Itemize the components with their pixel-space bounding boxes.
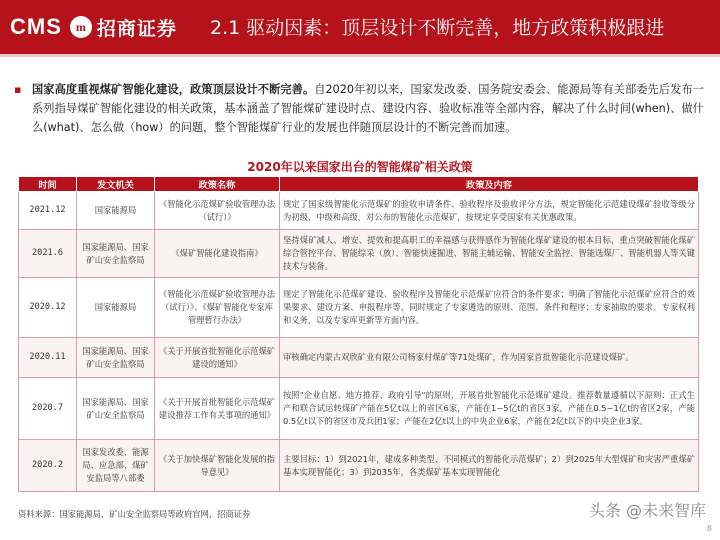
header-bar (0, 0, 720, 54)
cell-policy-name: 《关于开展首批智能化示范煤矿建设的通知》 (155, 338, 280, 378)
logo-cms-text: CMS (10, 14, 62, 39)
slide-title: 2.1 驱动因素：顶层设计不断完善，地方政策积极跟进 (210, 17, 665, 39)
table-row (19, 278, 699, 338)
table-row (19, 192, 699, 230)
header-policy-name: 政策名称 (155, 177, 280, 192)
cell-issuer: 国家发改委、能源局、应急部、煤矿安监局等八部委 (77, 440, 155, 492)
header-time: 时间 (19, 177, 77, 192)
cell-policy-name: 《关于加快煤矿智能化发展的指导意见》 (155, 440, 280, 492)
cms-logo (10, 12, 177, 42)
header-policy-content: 政策及内容 (280, 177, 699, 192)
intro-body: 自2020年初以来，国家发改委、国务院安委会、能源局等有关部委先后发布一系列指导煤矿智能化建设的相关政策，基本涵盖了智能煤矿建设时点、建设内容、验收标准等全部内容，解决了什么时间(when)、做什么(what)、怎么做（how）的问题，整个智能煤矿行业的发展也伴随顶层设计的不断完善而加速。 (32, 83, 704, 134)
cell-time: 2020.2 (19, 440, 77, 492)
source-note: 资料来源：国家能源局，矿山安全监察局等政府官网，招商证券 (18, 509, 251, 519)
cell-time: 2020.11 (19, 338, 77, 378)
watermark-text: 头条 @未来智库 (588, 501, 706, 520)
cell-issuer: 国家能源局、国家矿山安全监察局 (77, 378, 155, 440)
cell-content: 规定了国家级智能化示范煤矿的验收申请条件、验收程序及验收评分方法，规定智能化示范建设煤矿验收等级分为初级、中级和高级，对公布的智能化示范煤矿，按规定享受国家有关优惠政策。 (280, 192, 699, 230)
cell-content: 按照"企业自愿、地方推荐、政府引导"的原则，开展首批智能化示范煤矿建设。推荐数量遵循以下原则：正式生产和联合试运转煤矿产能在5亿t以上的省区6家，产能在1~5亿t的省区3家，产能在0.5~1亿t的省区2家，产能0.5亿t以下的省区市及兵团1家；产能在2亿t以上的中央企业6家，产能在2亿t以下的中央企业3家。 (280, 378, 699, 440)
cell-time: 2021.6 (19, 230, 77, 278)
cell-policy-name: 《智能化示范煤矿验收管理办法（试行）》、《煤矿智能化专家库管理暂行办法》 (155, 278, 280, 338)
cell-content: 坚持煤矿减人、增安、提效和提高职工的幸福感与获得感作为智能化煤矿建设的根本目标，重点突破智能化煤矿综合管控平台、智能综采（放）、智能快速掘进、智能主辅运输、智能安全监控、智能选煤厂、智能机器人等关键技术与装备。 (280, 230, 699, 278)
cell-time: 2020.12 (19, 278, 77, 338)
header-issuer: 发文机关 (77, 177, 155, 192)
page-number: 8 (706, 524, 712, 533)
intro-lead: 国家高度重视煤矿智能化建设，政策顶层设计不断完善。 (32, 83, 315, 96)
logo-mark-icon: m (70, 16, 92, 38)
table-row (19, 338, 699, 378)
cell-issuer: 国家能源局、国家矿山安全监察局 (77, 230, 155, 278)
intro-paragraph (14, 80, 704, 137)
table-title: 2020年以来国家出台的智能煤矿相关政策 (247, 160, 473, 174)
cell-policy-name: 《煤矿智能化建设指南》 (155, 230, 280, 278)
cell-issuer: 国家能源局 (77, 192, 155, 230)
cell-content: 审核确定内蒙古双欣矿业有限公司杨家村煤矿等71处煤矿，作为国家首批智能化示范建设煤矿。 (280, 338, 699, 378)
cell-time: 2020.7 (19, 378, 77, 440)
table-row (19, 378, 699, 440)
cell-policy-name: 《关于开展首批智能化示范煤矿建设推荐工作有关事项的通知》 (155, 378, 280, 440)
cell-issuer: 国家能源局、国家矿山安全监察局 (77, 338, 155, 378)
cell-time: 2021.12 (19, 192, 77, 230)
table-header-row (19, 177, 699, 192)
table-row (19, 440, 699, 492)
intro-text (32, 80, 704, 137)
policy-table (18, 176, 699, 492)
logo-company-name: 招商证券 (96, 17, 177, 40)
header-divider (0, 54, 720, 57)
table-row (19, 230, 699, 278)
bullet-icon: ▪ (14, 83, 22, 96)
cell-content: 规定了智能化示范煤矿建设、验收程序及智能化示范煤矿应符合的条件要求；明确了智能化示范煤矿应符合的效果要求、建设方案、申报程序等，同时规定了专家遴选的原则、范围、条件和程序；专家抽取的要求、专家权利和义务，以及专家库更新等方面内容。 (280, 278, 699, 338)
cell-content: 主要目标：1）到2021年，建成多种类型、不同模式的智能化示范煤矿；2）到2025年大型煤矿和灾害严重煤矿基本实现智能化；3）到2035年，各类煤矿基本实现智能化 (280, 440, 699, 492)
cell-issuer: 国家能源局 (77, 278, 155, 338)
cell-policy-name: 《智能化示范煤矿验收管理办法（试行）》 (155, 192, 280, 230)
